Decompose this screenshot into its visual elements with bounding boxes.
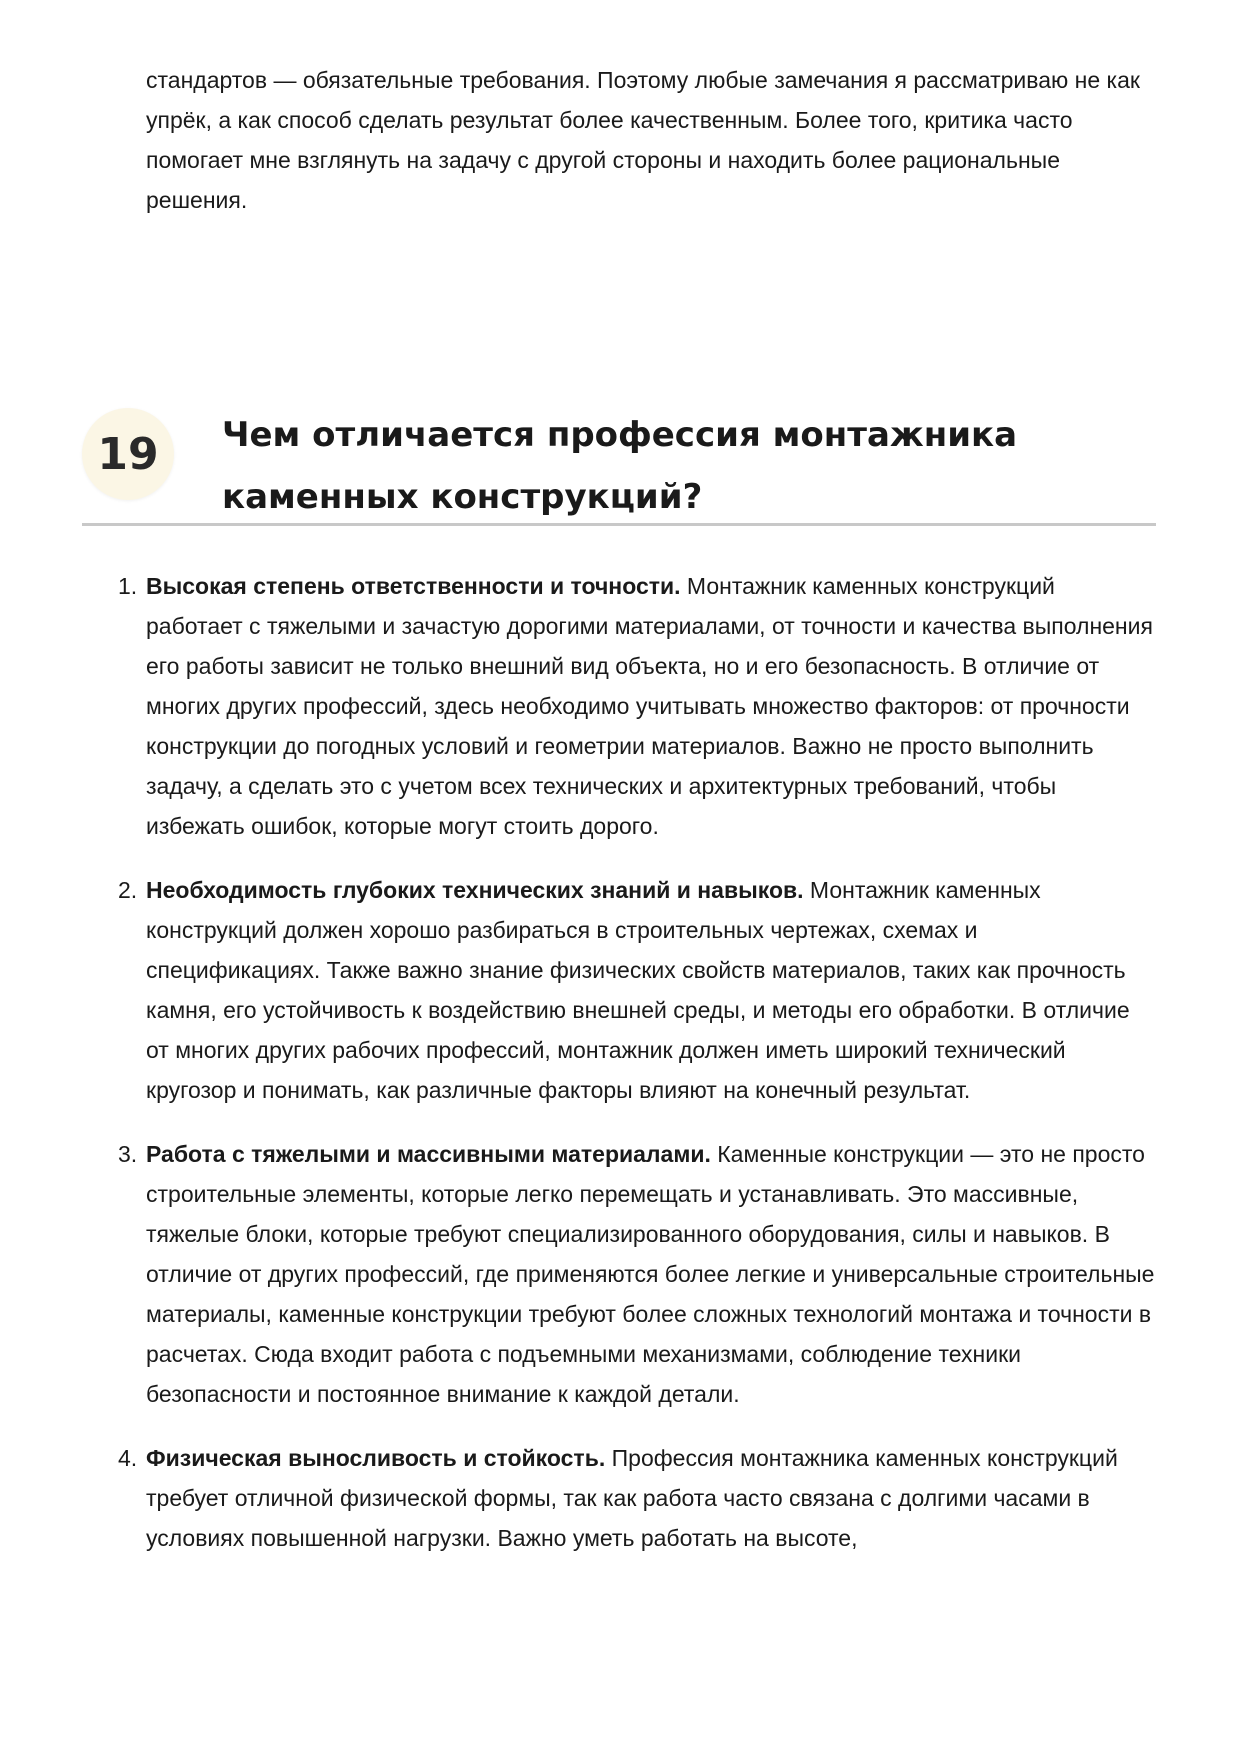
section-header: [82, 400, 1162, 526]
title-divider: [82, 523, 1156, 526]
answer-list: [118, 566, 1156, 1582]
list-item-lead: Необходимость глубоких технических знаний и навыков.: [146, 877, 804, 903]
list-item-lead: Высокая степень ответственности и точности.: [146, 573, 681, 599]
section-title: Чем отличается профессия монтажника каменных конструкций?: [222, 415, 1018, 517]
intro-paragraph: стандартов — обязательные требования. Поэтому любые замечания я рассматриваю не как упрёк, а как способ сделать результат более качественным. Более того, критика часто помогает мне взглянуть на задачу с другой стороны и находить более рациональные решения.: [146, 67, 1140, 213]
list-item-text: Монтажник каменных конструкций должен хорошо разбираться в строительных чертежах, схемах и спецификациях. Также важно знание физических свойств материалов, таких как прочность камня, его устойчивость к воздействию внешней среды, и методы его обработки. В отличие от многих других рабочих профессий, монтажник должен иметь широкий технический кругозор и понимать, как различные факторы влияют на конечный результат.: [146, 877, 1130, 1103]
list-item: [118, 1134, 1156, 1414]
list-item-text: Профессия монтажника каменных конструкций требует отличной физической формы, так как работа часто связана с долгими часами в условиях повышенной нагрузки. Важно уметь работать на высоте,: [146, 1445, 1118, 1551]
list-item: [118, 1438, 1156, 1558]
list-item-text: Каменные конструкции — это не просто строительные элементы, которые легко перемещать и устанавливать. Это массивные, тяжелые блоки, которые требуют специализированного оборудования, силы и навыков. В отличие от других профессий, где применяются более легкие и универсальные строительные материалы, каменные конструкции требуют более сложных технологий монтажа и точности в расчетах. Сюда входит работа с подъемными механизмами, соблюдение техники безопасности и постоянное внимание к каждой детали.: [146, 1141, 1155, 1407]
list-item: [118, 870, 1156, 1110]
list-item-lead: Физическая выносливость и стойкость.: [146, 1445, 606, 1471]
list-item-number: 4.: [118, 1445, 138, 1471]
list-item-number: 1.: [118, 573, 138, 599]
list-item: [118, 566, 1156, 846]
list-item-lead: Работа с тяжелыми и массивными материалами.: [146, 1141, 711, 1167]
list-item-text: Монтажник каменных конструкций работает с тяжелыми и зачастую дорогими материалами, от точности и качества выполнения его работы зависит не только внешний вид объекта, но и его безопасность. В отличие от многих других профессий, здесь необходимо учитывать множество факторов: от прочности конструкции до погодных условий и геометрии материалов. Важно не просто выполнить задачу, а сделать это с учетом всех технических и архитектурных требований, чтобы избежать ошибок, которые могут стоить дорого.: [146, 573, 1153, 839]
list-item-number: 2.: [118, 877, 138, 903]
list-item-number: 3.: [118, 1141, 138, 1167]
section-number-badge: 19: [82, 408, 174, 500]
